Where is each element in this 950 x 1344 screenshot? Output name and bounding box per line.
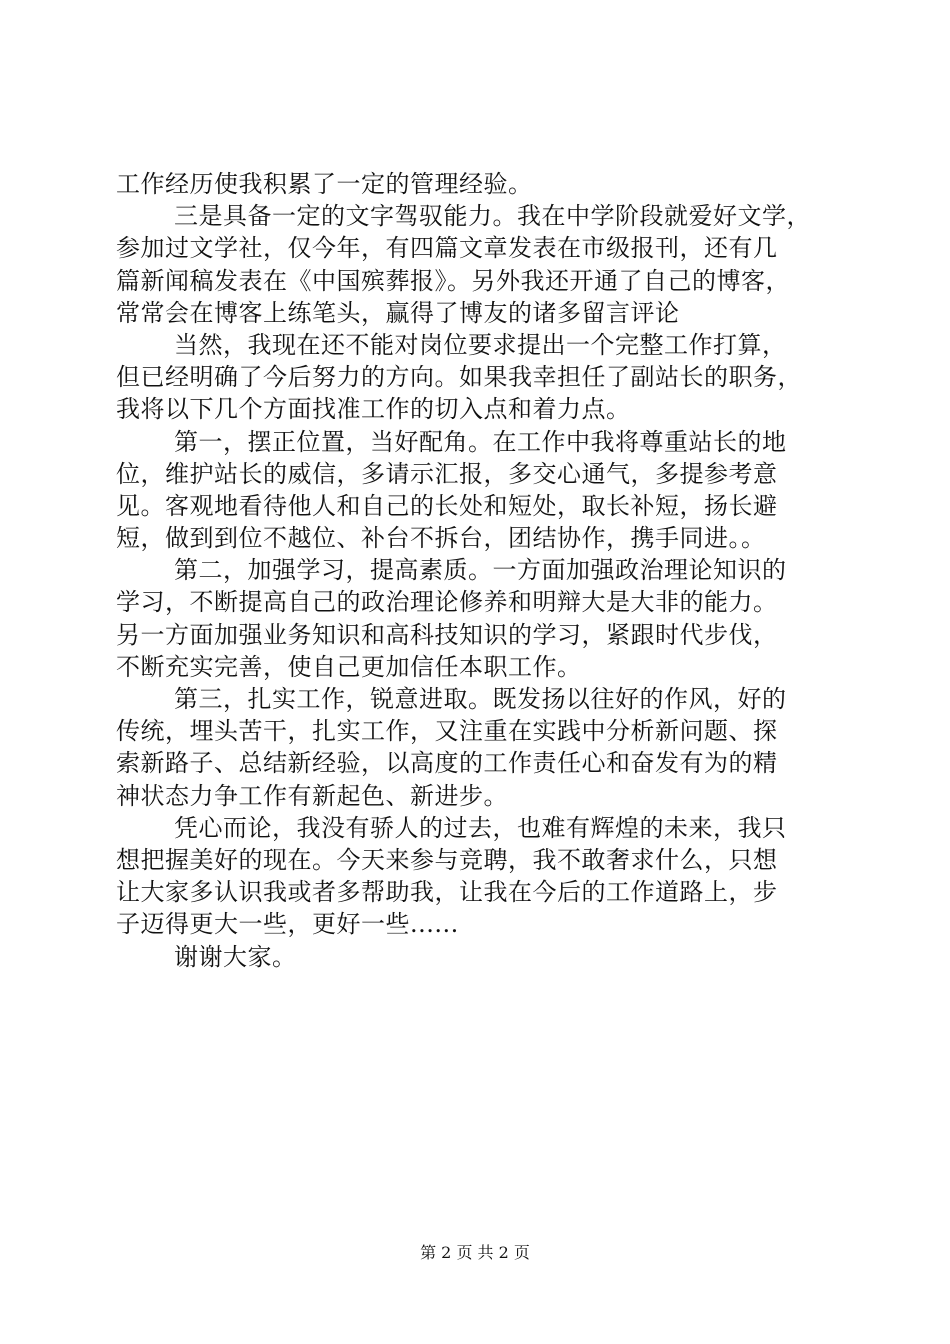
text-line: 不断充实完善，使自己更加信任本职工作。	[116, 652, 582, 681]
text-line: 三是具备一定的文字驾驭能力。我在中学阶段就爱好文学，	[174, 202, 811, 231]
text-line: 谢谢大家。	[174, 942, 297, 971]
paragraph	[116, 426, 836, 555]
text-line: 但已经明确了今后努力的方向。如果我幸担任了副站长的职务，	[116, 363, 802, 392]
text-line: 见。客观地看待他人和自己的长处和短处，取长补短，扬长避	[116, 491, 778, 520]
text-line: 想把握美好的现在。今天来参与竞聘，我不敢奢求什么，只想	[116, 845, 778, 874]
paragraph	[116, 168, 836, 200]
document-body	[116, 168, 836, 973]
text-line: 第一，摆正位置，当好配角。在工作中我将尊重站长的地	[174, 427, 787, 456]
text-line: 学习，不断提高自己的政治理论修养和明辩大是大非的能力。	[116, 588, 778, 617]
text-line: 当然，我现在还不能对岗位要求提出一个完整工作打算，	[174, 330, 787, 359]
paragraph	[116, 941, 836, 973]
paragraph	[116, 683, 836, 812]
paragraph	[116, 200, 836, 329]
text-line: 索新路子、总结新经验，以高度的工作责任心和奋发有为的精	[116, 749, 778, 778]
text-line: 工作经历使我积累了一定的管理经验。	[116, 170, 533, 198]
text-line: 篇新闻稿发表在《中国殡葬报》。另外我还开通了自己的博客，	[116, 266, 790, 295]
text-line: 传统，埋头苦干，扎实工作，又注重在实践中分析新问题、探	[116, 717, 778, 746]
page-footer: 第 2 页 共 2 页	[420, 1243, 530, 1262]
text-line: 短，做到到位不越位、补台不拆台，团结协作，携手同进。。	[116, 524, 766, 553]
paragraph	[116, 329, 836, 426]
text-line: 位，维护站长的威信，多请示汇报，多交心通气，多提参考意	[116, 459, 778, 488]
text-line: 子迈得更大一些，更好一些......	[116, 910, 459, 939]
text-line: 凭心而论，我没有骄人的过去，也难有辉煌的未来，我只	[174, 813, 787, 842]
text-line: 第三，扎实工作，锐意进取。既发扬以往好的作风，好的	[174, 685, 787, 713]
text-line: 常常会在博客上练笔头，赢得了博友的诸多留言评论	[116, 298, 680, 327]
text-line: 神状态力争工作有新起色、新进步。	[116, 781, 508, 810]
text-line: 参加过文学社，仅今年，有四篇文章发表在市级报刊，还有几	[116, 234, 778, 263]
text-line: 另一方面加强业务知识和高科技知识的学习，紧跟时代步伐，	[116, 620, 778, 649]
text-line: 让大家多认识我或者多帮助我，让我在今后的工作道路上，步	[116, 878, 778, 907]
text-line: 我将以下几个方面找准工作的切入点和着力点。	[116, 395, 631, 424]
paragraph	[116, 812, 836, 941]
text-line: 第二，加强学习，提高素质。一方面加强政治理论知识的	[174, 556, 787, 585]
paragraph	[116, 554, 836, 683]
